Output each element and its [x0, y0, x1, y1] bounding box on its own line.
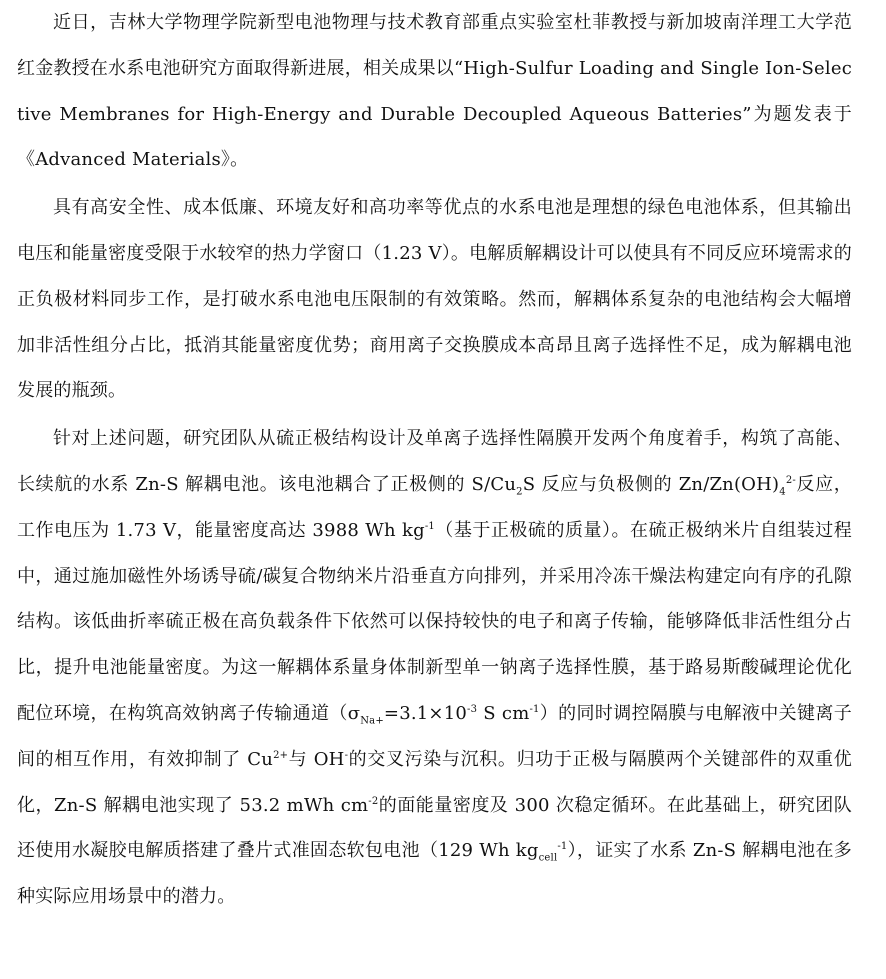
- subscript-na-plus: Na+: [360, 715, 384, 727]
- superscript-kg-minus1: -1: [424, 520, 435, 532]
- paragraph-3-text-h: 与 OH: [288, 748, 345, 770]
- paragraph-3-text-g: ）的同时调控隔膜与电解液中关键离子间的相互作用，有效抑制了 Cu: [17, 702, 852, 770]
- superscript-cm-minus2: -2: [368, 795, 379, 807]
- subscript-cu2: 2: [516, 486, 523, 498]
- paragraph-3-text-d: （基于正极硫的质量）。在硫正极纳米片自组装过程中，通过施加磁性外场诱导硫/碳复合物纳米片沿垂直方向排列，并采用冷冻干燥法构建定向有序的孔隙结构。该低曲折率硫正极在高负载条件下依然可以保持较快的电子和离子传输，能够降低非活性组分占比，提升电池能量密度。为这一解耦体系量身体制新型单一钠离子选择性膜，基于路易斯酸碱理论优化配位环境，在构筑高效钠离子传输通道（σ: [17, 519, 852, 724]
- superscript-10-minus3: -3: [467, 703, 478, 715]
- paragraph-3-text-f: S cm: [477, 702, 530, 724]
- paragraph-2: [17, 185, 852, 414]
- paragraph-3-text-b: S 反应与负极侧的 Zn/Zn(OH): [522, 473, 780, 495]
- paragraph-1: [17, 0, 852, 183]
- paragraph-3-text-e: =3.1×10: [383, 702, 468, 724]
- paragraph-1-text: 近日，吉林大学物理学院新型电池物理与技术教育部重点实验室杜菲教授与新加坡南洋理工大学范红金教授在水系电池研究方面取得新进展，相关成果以“High-Sulfur Loading and Single Ion-Selective Membranes for High-Energy and Durable Decoupled Aqueous Batteries”为题发表于《Advanced Materials》。: [17, 12, 852, 171]
- paragraph-3-text-c: 反应，工作电压为 1.73 V，能量密度高达 3988 Wh kg: [17, 473, 852, 541]
- paragraph-3-text-k: ），证实了水系 Zn-S 解耦电池在多种实际应用场景中的潜力。: [17, 840, 852, 908]
- superscript-kg-cell-minus1: -1: [557, 841, 568, 853]
- superscript-cu-2plus: 2+: [273, 749, 289, 761]
- paragraph-3-text-j: 的面能量密度及 300 次稳定循环。在此基础上，研究团队还使用水凝胶电解质搭建了叠片式准固态软包电池（129 Wh kg: [17, 794, 852, 862]
- superscript-oh-minus: -: [344, 749, 349, 761]
- paragraph-3-text-i: 的交叉污染与沉积。归功于正极与隔膜两个关键部件的双重优化，Zn-S 解耦电池实现了 53.2 mWh cm: [17, 748, 852, 816]
- paragraph-2-text: 具有高安全性、成本低廉、环境友好和高功率等优点的水系电池是理想的绿色电池体系，但其输出电压和能量密度受限于水较窄的热力学窗口（1.23 V）。电解质解耦设计可以使具有不同反应环境需求的正负极材料同步工作，是打破水系电池电压限制的有效策略。然而，解耦体系复杂的电池结构会大幅增加非活性组分占比，抵消其能量密度优势；商用离子交换膜成本高昂且离子选择性不足，成为解耦电池发展的瓶颈。: [17, 197, 852, 402]
- paragraph-3-text-a: 针对上述问题，研究团队从硫正极结构设计及单离子选择性隔膜开发两个角度着手，构筑了高能、长续航的水系 Zn-S 解耦电池。该电池耦合了正极侧的 S/Cu: [17, 428, 852, 495]
- subscript-cell: cell: [538, 852, 558, 864]
- superscript-2minus: 2-: [785, 474, 796, 486]
- subscript-oh4: 4: [779, 486, 786, 498]
- paragraph-3: [17, 416, 852, 920]
- superscript-cm-minus1: -1: [529, 703, 540, 715]
